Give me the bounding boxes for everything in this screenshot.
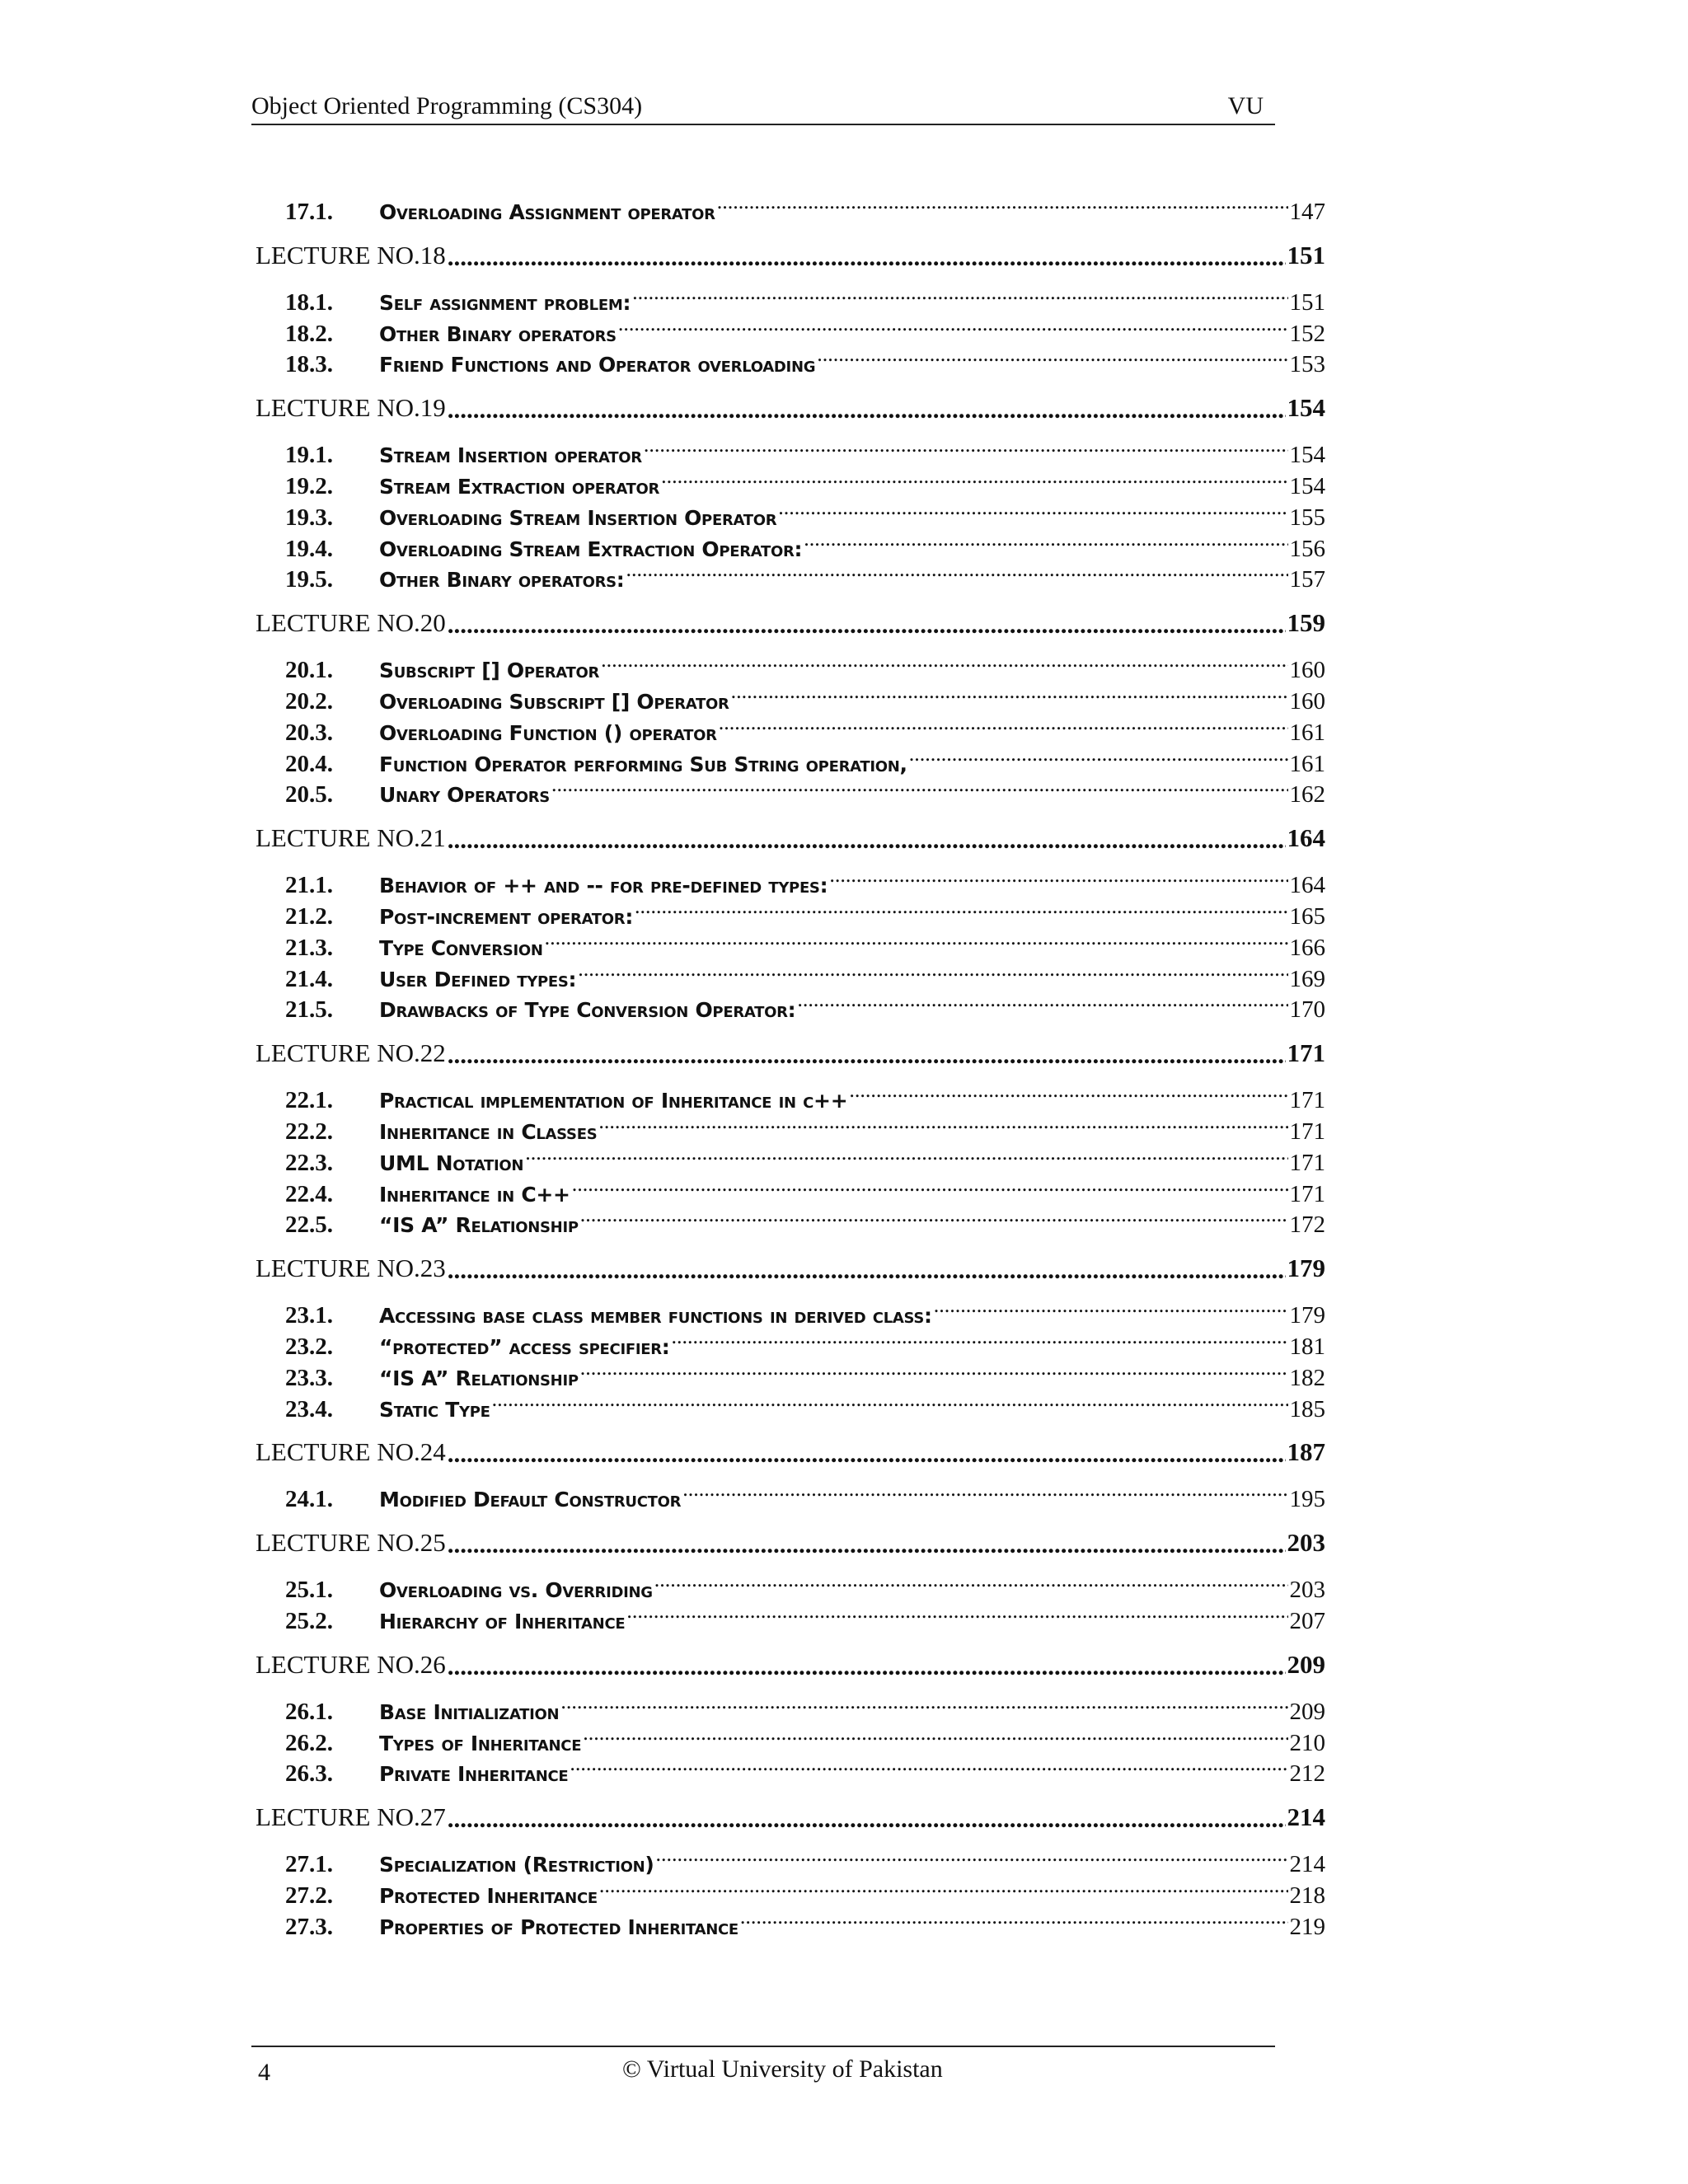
toc-page-number: 187 [1287, 1437, 1325, 1467]
toc-section-number: 25.2. [285, 1607, 333, 1634]
toc-entry-title: LECTURE NO.20 [256, 608, 446, 638]
toc-entry-title: Stream Insertion operator [379, 443, 642, 468]
toc-section-entry[interactable] [256, 500, 1325, 532]
toc-page-number: 154 [1289, 472, 1325, 499]
toc-section-number: 22.5. [285, 1212, 333, 1239]
toc-section-number: 23.4. [285, 1395, 333, 1422]
dot-leader [617, 316, 1288, 341]
toc-entry-title: LECTURE NO.23 [256, 1254, 446, 1283]
toc-section-number: 18.1. [285, 288, 333, 316]
toc-section-entry[interactable] [256, 316, 1325, 348]
toc-lecture-entry[interactable] [256, 385, 1325, 431]
toc-entry-title: LECTURE NO.24 [256, 1437, 446, 1467]
toc-entry-title: LECTURE NO.18 [256, 240, 446, 269]
toc-section-entry[interactable] [256, 347, 1325, 378]
toc-section-number: 20.2. [285, 687, 333, 715]
toc-section-number: 20.1. [285, 657, 333, 684]
toc-entry-title: Other Binary operators [379, 321, 617, 346]
toc-page-number: 203 [1289, 1577, 1325, 1604]
toc-page-number: 153 [1289, 351, 1325, 378]
toc-entry-title: User Defined types: [379, 967, 577, 991]
dot-leader [598, 1878, 1288, 1903]
toc-section-number: 26.3. [285, 1760, 333, 1788]
toc-entry-title: Properties of Protected Inheritance [379, 1915, 738, 1939]
dot-leader [446, 1254, 1286, 1283]
toc-page-number: 214 [1287, 1802, 1325, 1832]
table-of-contents [256, 194, 1325, 1940]
toc-page-number: 171 [1289, 1118, 1325, 1145]
toc-lecture-entry[interactable] [256, 600, 1325, 646]
dot-leader [597, 1114, 1287, 1139]
toc-page-number: 181 [1289, 1333, 1325, 1360]
toc-entry-title: Overloading Stream Insertion Operator [379, 505, 777, 530]
dot-leader [659, 469, 1287, 494]
toc-entry-title: Type Conversion [379, 935, 543, 960]
toc-section-entry[interactable] [256, 1726, 1325, 1757]
toc-entry-title: Unary Operators [379, 783, 550, 808]
toc-entry-title: Inheritance in C++ [379, 1182, 570, 1207]
toc-section-number: 20.3. [285, 719, 333, 746]
toc-section-entry[interactable] [256, 930, 1325, 962]
dot-leader [446, 241, 1286, 270]
dot-leader [717, 715, 1288, 740]
toc-page-number: 171 [1289, 1149, 1325, 1176]
toc-section-entry[interactable] [256, 653, 1325, 684]
toc-section-entry[interactable] [256, 899, 1325, 930]
toc-section-entry[interactable] [256, 1298, 1325, 1329]
toc-entry-title: Self assignment problem: [379, 290, 631, 315]
toc-section-entry[interactable] [256, 1694, 1325, 1726]
toc-entry-title: Behavior of ++ and -- for pre-defined types: [379, 874, 828, 898]
toc-section-entry[interactable] [256, 1910, 1325, 1941]
toc-section-number: 26.2. [285, 1729, 333, 1756]
toc-section-entry[interactable] [256, 1392, 1325, 1423]
dot-leader [847, 1083, 1287, 1108]
toc-page-number: 207 [1289, 1607, 1325, 1634]
page-header [251, 92, 1275, 125]
toc-entry-title: Post-increment operator: [379, 904, 634, 929]
dot-leader [446, 823, 1286, 853]
toc-page-number: 209 [1289, 1698, 1325, 1725]
toc-page-number: 165 [1289, 902, 1325, 930]
dot-leader [570, 1177, 1288, 1202]
toc-section-number: 27.3. [285, 1913, 333, 1940]
toc-section-entry[interactable] [256, 438, 1325, 469]
toc-page-number: 160 [1289, 657, 1325, 684]
toc-page-number: 151 [1287, 240, 1325, 269]
dot-leader [446, 1802, 1286, 1832]
toc-page-number: 155 [1289, 504, 1325, 531]
toc-section-number: 21.2. [285, 902, 333, 930]
toc-section-entry[interactable] [256, 562, 1325, 593]
dot-leader [599, 653, 1287, 677]
toc-page-number: 160 [1289, 687, 1325, 715]
dot-leader [579, 1207, 1288, 1232]
toc-page-number: 212 [1289, 1760, 1325, 1788]
dot-leader [828, 868, 1287, 893]
toc-section-number: 27.2. [285, 1882, 333, 1909]
dot-leader [559, 1694, 1287, 1719]
toc-lecture-entry[interactable] [256, 1429, 1325, 1475]
toc-page-number: 172 [1289, 1212, 1325, 1239]
toc-page-number: 214 [1289, 1851, 1325, 1878]
toc-section-number: 22.1. [285, 1087, 333, 1114]
toc-section-entry[interactable] [256, 1847, 1325, 1878]
toc-page-number: 209 [1287, 1649, 1325, 1679]
toc-entry-title: Types of Inheritance [379, 1731, 582, 1755]
dot-leader [446, 393, 1286, 423]
toc-section-number: 19.1. [285, 442, 333, 469]
toc-page-number: 219 [1289, 1913, 1325, 1940]
toc-section-number: 19.3. [285, 504, 333, 531]
dot-leader [490, 1392, 1288, 1417]
toc-section-entry[interactable] [256, 1604, 1325, 1635]
toc-page-number: 164 [1287, 823, 1325, 853]
toc-entry-title: Other Binary operators: [379, 568, 625, 593]
dot-leader [581, 1726, 1287, 1750]
toc-lecture-entry[interactable] [256, 1030, 1325, 1076]
toc-section-number: 21.1. [285, 872, 333, 899]
toc-entry-title: Accessing base class member functions in derived class: [379, 1304, 932, 1329]
institution-abbrev: VU [1227, 92, 1264, 120]
toc-section-entry[interactable] [256, 684, 1325, 715]
toc-entry-title: Specialization (Restriction) [379, 1853, 654, 1877]
toc-entry-title: LECTURE NO.27 [256, 1802, 446, 1832]
dot-leader [568, 1756, 1287, 1781]
dot-leader [670, 1329, 1288, 1354]
toc-section-number: 21.5. [285, 996, 333, 1024]
toc-section-entry[interactable] [256, 194, 1325, 226]
toc-page-number: 154 [1289, 442, 1325, 469]
toc-entry-title: Hierarchy of Inheritance [379, 1609, 626, 1633]
toc-entry-title: “protected” access specifier: [379, 1334, 670, 1359]
toc-page-number: 195 [1289, 1486, 1325, 1513]
toc-entry-title: “IS A” Relationship [379, 1366, 579, 1390]
toc-page-number: 166 [1289, 934, 1325, 961]
toc-section-number: 20.4. [285, 750, 333, 777]
dot-leader [446, 1528, 1286, 1558]
dot-leader [446, 1437, 1286, 1467]
dot-leader [815, 347, 1287, 372]
toc-section-entry[interactable] [256, 868, 1325, 899]
dot-leader [543, 930, 1288, 955]
dot-leader [795, 992, 1287, 1017]
toc-section-entry[interactable] [256, 1329, 1325, 1361]
dot-leader [715, 194, 1288, 219]
toc-lecture-entry[interactable] [256, 815, 1325, 861]
toc-page-number: 151 [1289, 288, 1325, 316]
toc-entry-title: Inheritance in Classes [379, 1119, 598, 1144]
dot-leader [446, 1038, 1286, 1068]
toc-page-number: 159 [1287, 608, 1325, 638]
dot-leader [631, 285, 1287, 310]
dot-leader [802, 532, 1287, 556]
toc-entry-title: LECTURE NO.26 [256, 1649, 446, 1679]
toc-entry-title: Overloading Function () operator [379, 720, 717, 745]
toc-entry-title: Overloading Subscript [] Operator [379, 689, 729, 714]
toc-lecture-entry[interactable] [256, 232, 1325, 279]
toc-section-entry[interactable] [256, 715, 1325, 747]
toc-entry-title: Practical implementation of Inheritance in c++ [379, 1089, 848, 1113]
toc-entry-title: Subscript [] Operator [379, 658, 600, 683]
dot-leader [907, 747, 1288, 771]
toc-section-entry[interactable] [256, 747, 1325, 778]
toc-section-entry[interactable] [256, 1114, 1325, 1146]
toc-entry-title: LECTURE NO.21 [256, 823, 446, 853]
toc-section-number: 23.1. [285, 1302, 333, 1329]
toc-section-number: 22.4. [285, 1180, 333, 1207]
toc-page-number: 210 [1289, 1729, 1325, 1756]
dot-leader [625, 1604, 1287, 1629]
toc-entry-title: Drawbacks of Type Conversion Operator: [379, 998, 796, 1023]
toc-lecture-entry[interactable] [256, 1520, 1325, 1566]
toc-section-number: 21.4. [285, 965, 333, 992]
toc-lecture-entry[interactable] [256, 1642, 1325, 1688]
toc-section-number: 23.2. [285, 1333, 333, 1360]
toc-entry-title: Overloading Stream Extraction Operator: [379, 537, 803, 561]
toc-section-number: 19.5. [285, 566, 333, 593]
toc-section-number: 25.1. [285, 1577, 333, 1604]
toc-entry-title: Overloading vs. Overriding [379, 1578, 653, 1603]
toc-section-entry[interactable] [256, 469, 1325, 500]
toc-section-number: 21.3. [285, 934, 333, 961]
toc-section-number: 17.1. [285, 199, 333, 225]
document-title: Object Oriented Programming (CS304) [251, 92, 643, 120]
toc-section-entry[interactable] [256, 1177, 1325, 1208]
dot-leader [776, 500, 1287, 525]
dot-leader [446, 608, 1286, 638]
dot-leader [550, 777, 1288, 802]
toc-section-number: 23.3. [285, 1364, 333, 1391]
toc-page-number: 185 [1289, 1395, 1325, 1422]
toc-page-number: 179 [1289, 1302, 1325, 1329]
toc-entry-title: Modified Default Constructor [379, 1488, 682, 1512]
toc-section-entry[interactable] [256, 1572, 1325, 1604]
toc-page-number: 164 [1289, 872, 1325, 899]
toc-entry-title: Static Type [379, 1397, 490, 1422]
copyright-notice: © Virtual University of Pakistan [622, 2055, 943, 2083]
dot-leader [633, 899, 1287, 924]
toc-page-number: 171 [1289, 1180, 1325, 1207]
dot-leader [738, 1910, 1288, 1934]
toc-section-number: 20.5. [285, 781, 333, 808]
toc-section-number: 22.2. [285, 1118, 333, 1145]
toc-entry-title: Friend Functions and Operator overloading [379, 353, 816, 377]
toc-section-entry[interactable] [256, 992, 1325, 1024]
dot-leader [932, 1298, 1288, 1323]
toc-lecture-entry[interactable] [256, 1245, 1325, 1291]
toc-section-entry[interactable] [256, 1482, 1325, 1513]
dot-leader [653, 1572, 1288, 1597]
toc-entry-title: Stream Extraction operator [379, 474, 660, 499]
toc-section-number: 18.2. [285, 320, 333, 347]
toc-entry-title: Overloading Assignment operator [379, 200, 715, 224]
toc-entry-title: Private Inheritance [379, 1762, 569, 1787]
toc-page-number: 162 [1289, 781, 1325, 808]
toc-page-number: 179 [1287, 1254, 1325, 1283]
page-number: 4 [258, 2059, 270, 2086]
toc-page-number: 152 [1289, 320, 1325, 347]
toc-section-number: 19.4. [285, 535, 333, 562]
toc-section-entry[interactable] [256, 1361, 1325, 1392]
toc-page-number: 218 [1289, 1882, 1325, 1909]
toc-section-entry[interactable] [256, 777, 1325, 808]
dot-leader [729, 684, 1288, 709]
toc-section-number: 19.2. [285, 472, 333, 499]
toc-page-number: 171 [1289, 1087, 1325, 1114]
toc-section-number: 24.1. [285, 1486, 333, 1513]
toc-page-number: 157 [1289, 566, 1325, 593]
toc-page-number: 171 [1287, 1038, 1325, 1068]
page-footer [251, 2046, 1275, 2090]
toc-section-entry[interactable] [256, 1878, 1325, 1910]
dot-leader [642, 438, 1288, 462]
toc-page-number: 161 [1289, 750, 1325, 777]
dot-leader [625, 562, 1288, 587]
toc-page-number: 182 [1289, 1364, 1325, 1391]
dot-leader [576, 962, 1287, 987]
dot-leader [579, 1361, 1288, 1385]
toc-section-entry[interactable] [256, 1756, 1325, 1788]
toc-section-entry[interactable] [256, 1146, 1325, 1177]
toc-page-number: 154 [1287, 393, 1325, 423]
toc-section-number: 22.3. [285, 1149, 333, 1176]
toc-entry-title: Base Initialization [379, 1699, 560, 1724]
toc-section-entry[interactable] [256, 532, 1325, 563]
toc-page-number: 156 [1289, 535, 1325, 562]
toc-entry-title: Function Operator performing Sub String operation, [379, 752, 907, 776]
toc-section-number: 26.1. [285, 1698, 333, 1725]
toc-entry-title: Protected Inheritance [379, 1883, 598, 1908]
toc-entry-title: UML Notation [379, 1151, 524, 1175]
toc-lecture-entry[interactable] [256, 1794, 1325, 1840]
toc-entry-title: “IS A” Relationship [379, 1213, 579, 1238]
toc-page-number: 169 [1289, 965, 1325, 992]
toc-section-entry[interactable] [256, 1083, 1325, 1114]
toc-page-number: 147 [1289, 199, 1325, 225]
dot-leader [654, 1847, 1287, 1872]
toc-section-entry[interactable] [256, 1207, 1325, 1239]
toc-entry-title: LECTURE NO.25 [256, 1528, 446, 1558]
dot-leader [446, 1650, 1286, 1680]
toc-section-number: 27.1. [285, 1851, 333, 1878]
toc-entry-title: LECTURE NO.19 [256, 393, 446, 423]
toc-page-number: 203 [1287, 1528, 1325, 1558]
toc-entry-title: LECTURE NO.22 [256, 1038, 446, 1068]
toc-section-entry[interactable] [256, 285, 1325, 316]
toc-section-entry[interactable] [256, 962, 1325, 993]
toc-section-number: 18.3. [285, 351, 333, 378]
dot-leader [681, 1482, 1287, 1507]
toc-page-number: 161 [1289, 719, 1325, 746]
toc-page-number: 170 [1289, 996, 1325, 1024]
dot-leader [523, 1146, 1287, 1170]
